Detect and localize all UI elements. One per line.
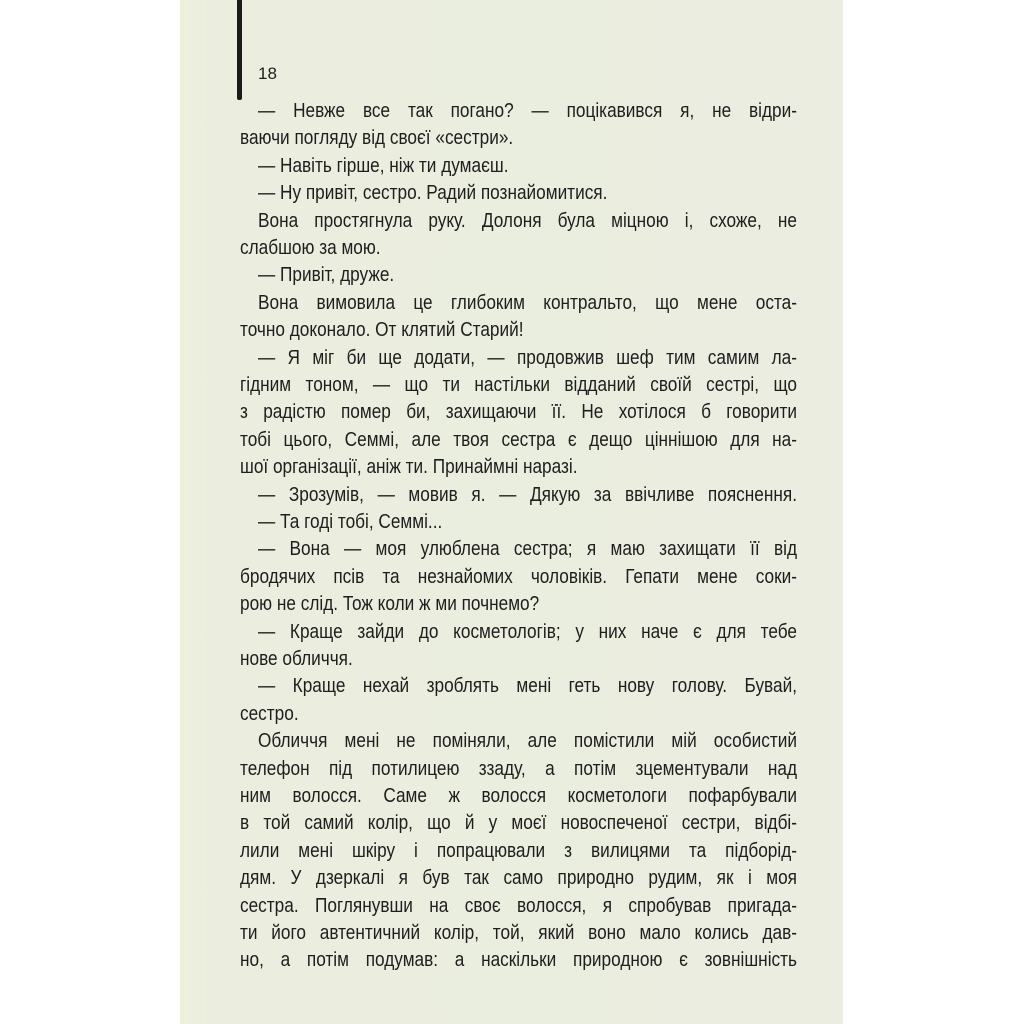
text-line: — Краще зайди до косметологів; у них наче є для тебе [258,619,797,643]
text-line: — Та годі тобі, Семмі... [258,510,443,533]
text-line: Обличчя мені не поміняли, але помістили мій особистий [258,729,797,753]
page-edge-mark [237,0,242,100]
text-line: — Невже все так погано? — поцікавився я, не відри- [258,99,797,122]
text-line: в той самий колір, що й у моєї новоспеченої сестри, відбі- [240,811,797,835]
text-line: — Навіть гірше, ніж ти думаєш. [258,153,509,177]
text-line: нове обличчя. [240,647,353,670]
text-line: з радістю помер би, захищаючи її. Не хотілося б говорити [240,400,797,424]
text-line: ним волосся. Саме ж волосся косметологи пофарбували [240,784,797,807]
text-line: — Привіт, друже. [258,263,395,287]
text-line: рою не слід. Тож коли ж ми почнемо? [240,592,540,616]
text-line: — Я міг би ще додати, — продовжив шеф тим самим ла- [258,345,797,369]
text-line: — Краще нехай зроблять мені геть нову голову. Бувай, [258,674,797,698]
text-line: бродячих псів та незнайомих чоловіків. Гепати мене соки- [240,564,797,588]
text-line: ваючи погляду від своєї «сестри». [240,126,514,150]
text-line: Вона вимовила це глибоким контральто, що мене оста- [258,290,797,314]
text-line: точно доконало. От клятий Старий! [240,318,524,342]
text-line: — Вона — моя улюблена сестра; я маю захищати її від [258,537,797,561]
text-line: телефон під потилицею ззаду, а потім зцементували над [240,756,797,780]
text-line: шої організації, аніж ти. Принаймні наразі. [240,455,578,479]
text-line: сестро. [240,701,299,725]
text-line: сестра. Поглянувши на своє волосся, я спробував пригада- [240,893,797,917]
page-number: 18 [258,64,277,83]
text-line: но, а потім подумав: а наскільки природною є зовнішність [240,948,797,972]
text-line: ти його автентичний колір, той, який воно мало колись дав- [240,921,797,944]
text-line: дям. У дзеркалі я був так само природно рудим, як і моя [240,866,797,890]
text-line: — Зрозумів, — мовив я. — Дякую за ввічливе пояснення. [258,482,797,506]
text-line: тобі цього, Семмі, але твоя сестра є дещо ціннішою для на- [240,427,797,451]
text-line: слабшою за мою. [240,236,381,259]
text-line: гідним тоном, — що ти настільки відданий своїй сестрі, що [240,373,797,396]
text-line: Вона простягнула руку. Долоня була міцною і, схоже, не [258,208,797,232]
text-line: лили мені шкіру і попрацювали з вилицями та підборід- [240,838,797,862]
text-line: — Ну привіт, сестро. Радий познайомитися. [258,181,608,205]
